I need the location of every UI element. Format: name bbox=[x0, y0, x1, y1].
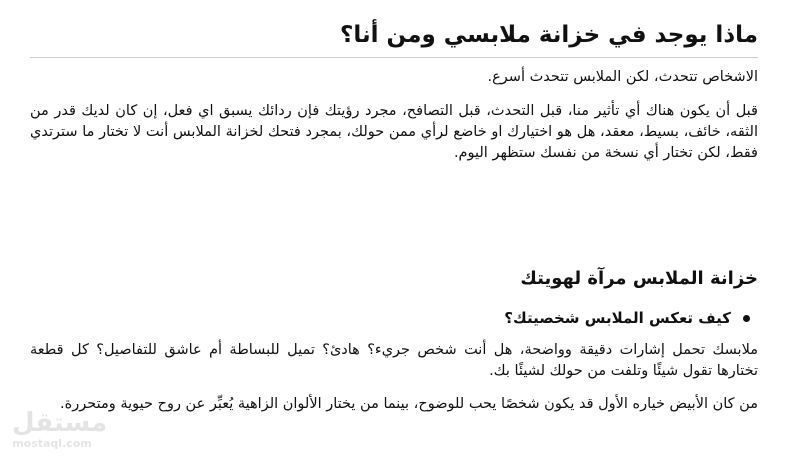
mostaql-watermark bbox=[12, 408, 108, 458]
body-paragraph: قبل أن يكون هناك أي تأثير منا، قبل التحدث، قبل التصافح، مجرد رؤيتك فإن ردائك يسبق اي فعل، إن كان لديك قدر من الثقه، خائف، بسيط، معقد، هل هو اختيارك او خاضع لرأي ممن حولك، بمجرد فتحك لخزانة الملابس أنت لا تختار ما سترتدي فقط، لكن تختار أي نسخة من نفسك ستظهر اليوم. bbox=[30, 103, 758, 161]
body-paragraph-2: ملابسك تحمل إشارات دقيقة وواضحة، هل أنت شخص جريء؟ هادئ؟ تميل للبساطة أم عاشق للتفاصيل؟ كل قطعة تختارها تقول شيئًا وتلفت من حولك لشيئًا بك. bbox=[30, 342, 758, 379]
title-divider bbox=[30, 57, 758, 58]
section-title: خزانة الملابس مرآة لهويتك bbox=[520, 268, 758, 289]
watermark-latin: mostaql.com bbox=[12, 437, 92, 450]
bullet-text: كيف تعكس الملابس شخصيتك؟ bbox=[504, 309, 731, 327]
bullet-item bbox=[504, 309, 750, 327]
body-paragraph-3: من كان الأبيض خياره الأول قد يكون شخصًا يحب للوضوح، بينما من يختار الألوان الزاهية يُعبِّر عن روح حيوية ومتحررة. bbox=[60, 396, 758, 412]
watermark-arabic: مستقل bbox=[12, 408, 108, 438]
bullet-dot-icon bbox=[743, 315, 750, 322]
intro-paragraph: الاشخاص تتحدث، لكن الملابس تتحدث أسرع. bbox=[487, 69, 758, 85]
article-title: ماذا يوجد في خزانة ملابسي ومن أنا؟ bbox=[340, 22, 758, 48]
